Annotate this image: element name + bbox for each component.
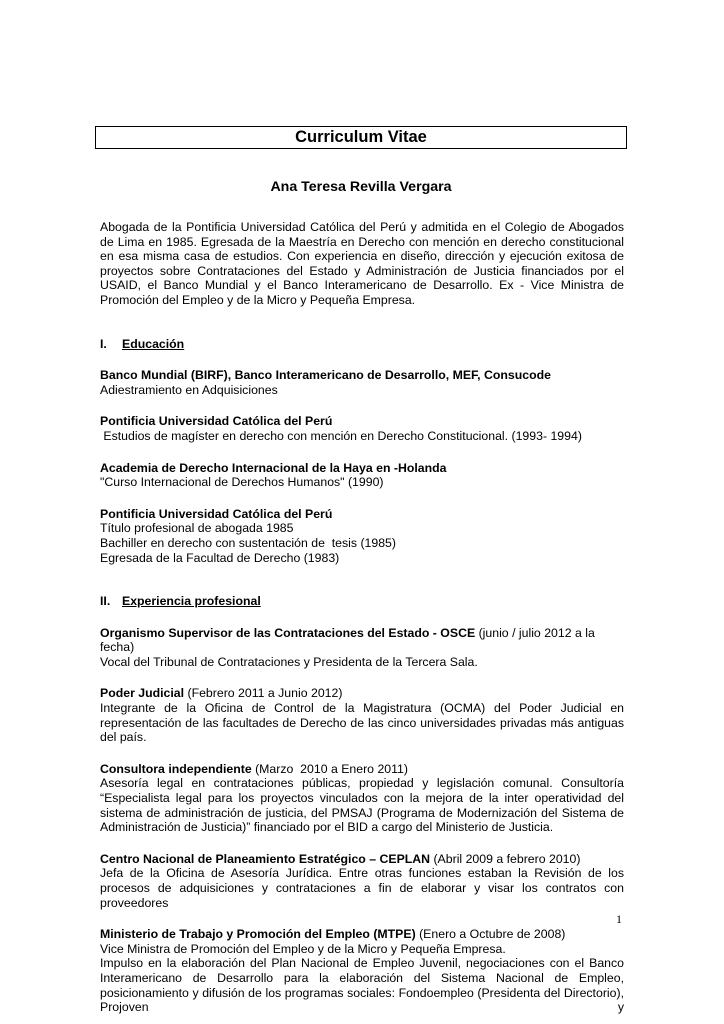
section-number: II. (100, 594, 111, 609)
experience-organization: Organismo Supervisor de las Contrataciones del Estado - OSCE (100, 625, 476, 640)
document-body (100, 220, 624, 1015)
page-number: 1 (616, 912, 622, 926)
experience-organization: Centro Nacional de Planeamiento Estratégico – CEPLAN (100, 851, 431, 866)
experience-organization: Ministerio de Trabajo y Promoción del Empleo (MTPE) (100, 927, 416, 942)
education-item (100, 461, 624, 490)
education-institution: Academia de Derecho Internacional de la Haya en -Holanda (100, 460, 447, 475)
person-name: Ana Teresa Revilla Vergara (270, 179, 452, 195)
education-item (100, 368, 624, 397)
experience-organization: Consultora independiente (100, 761, 252, 776)
education-detail: Bachiller en derecho con sustentación de tesis (1985) (100, 535, 396, 550)
experience-description: Impulso en la elaboración del Plan Nacional de Empleo Juvenil, negociaciones con el Banco Interamericano de Desarrollo para la elaboración del Sistema Nacional de Empleo, posicionamiento y difusión de los programas sociales: Fondoempleo (Presidenta del Directorio), Projoven y (100, 956, 624, 1015)
education-detail: "Curso Internacional de Derechos Humanos" (1990) (100, 475, 384, 490)
education-detail: Egresada de la Facultad de Derecho (1983) (100, 550, 340, 565)
education-detail: Estudios de magíster en derecho con mención en Derecho Constitucional. (1993- 1994) (100, 428, 582, 443)
experience-organization: Poder Judicial (100, 686, 185, 701)
experience-description: Vice Ministra de Promoción del Empleo y de la Micro y Pequeña Empresa. (100, 941, 506, 956)
experience-description: Vocal del Tribunal de Contrataciones y Presidenta de la Tercera Sala. (100, 654, 478, 669)
experience-item (100, 686, 624, 744)
section-title: Educación (122, 336, 185, 351)
section-title: Experiencia profesional (122, 594, 261, 609)
education-detail: Adiestramiento en Adquisiciones (100, 382, 278, 397)
experience-period: (Enero a Octubre de 2008) (415, 927, 566, 942)
summary-paragraph: Abogada de la Pontificia Universidad Católica del Perú y admitida en el Colegio de Abogados de Lima en 1985. Egresada de la Maestría en Derecho con mención en derecho constitucional en esa misma casa de estudios. Con experiencia en diseño, dirección y ejecución exitosa de proyectos sobre Contrataciones del Estado y Administración de Justicia financiados por el USAID, el Banco Mundial y el Banco Interamericano de Desarrollo. Ex - Vice Ministra de Promoción del Empleo y de la Micro y Pequeña Empresa. (100, 220, 624, 307)
experience-description: Asesoría legal en contrataciones públicas, propiedad y legislación comunal. Consultoría “Especialista legal para los proyectos vinculados con la mejora de la inter operatividad del sistema de administración de justicia, del PMSAJ (Programa de Modernización del Sistema de Administración de Justicia)” financiado por el BID a cargo del Ministerio de Justicia. (100, 776, 624, 835)
education-institution: Banco Mundial (BIRF), Banco Interamericano de Desarrollo, MEF, Consucode (100, 368, 551, 383)
experience-period: (Marzo 2010 a Enero 2011) (251, 761, 408, 776)
education-item (100, 507, 624, 565)
experience-period: (junio / julio 2012 a la fecha) (100, 625, 595, 655)
section-heading-education (100, 337, 624, 352)
experience-description: Integrante de la Oficina de Control de la Magistratura (OCMA) del Poder Judicial en representación de las facultades de Derecho de las cinco universidades privadas más antiguas del país. (100, 701, 624, 745)
experience-description: Jefa de la Oficina de Asesoría Jurídica. Entre otras funciones estaban la Revisión de los procesos de adquisiciones y contrataciones a fin de elaborar y visar los contratos con proveedores (100, 866, 624, 910)
experience-item (100, 762, 624, 835)
experience-item (100, 927, 624, 1015)
section-number: I. (100, 336, 107, 351)
experience-item (100, 852, 624, 910)
education-item (100, 414, 624, 443)
section-heading-experience (100, 594, 624, 609)
education-institution: Pontificia Universidad Católica del Perú (100, 506, 333, 521)
experience-period: (Febrero 2011 a Junio 2012) (184, 686, 343, 701)
experience-item (100, 626, 624, 670)
education-detail: Título profesional de abogada 1985 (100, 521, 294, 536)
education-institution: Pontificia Universidad Católica del Perú (100, 414, 333, 429)
experience-period: (Abril 2009 a febrero 2010) (430, 851, 581, 866)
document-title: Curriculum Vitae (95, 126, 627, 149)
